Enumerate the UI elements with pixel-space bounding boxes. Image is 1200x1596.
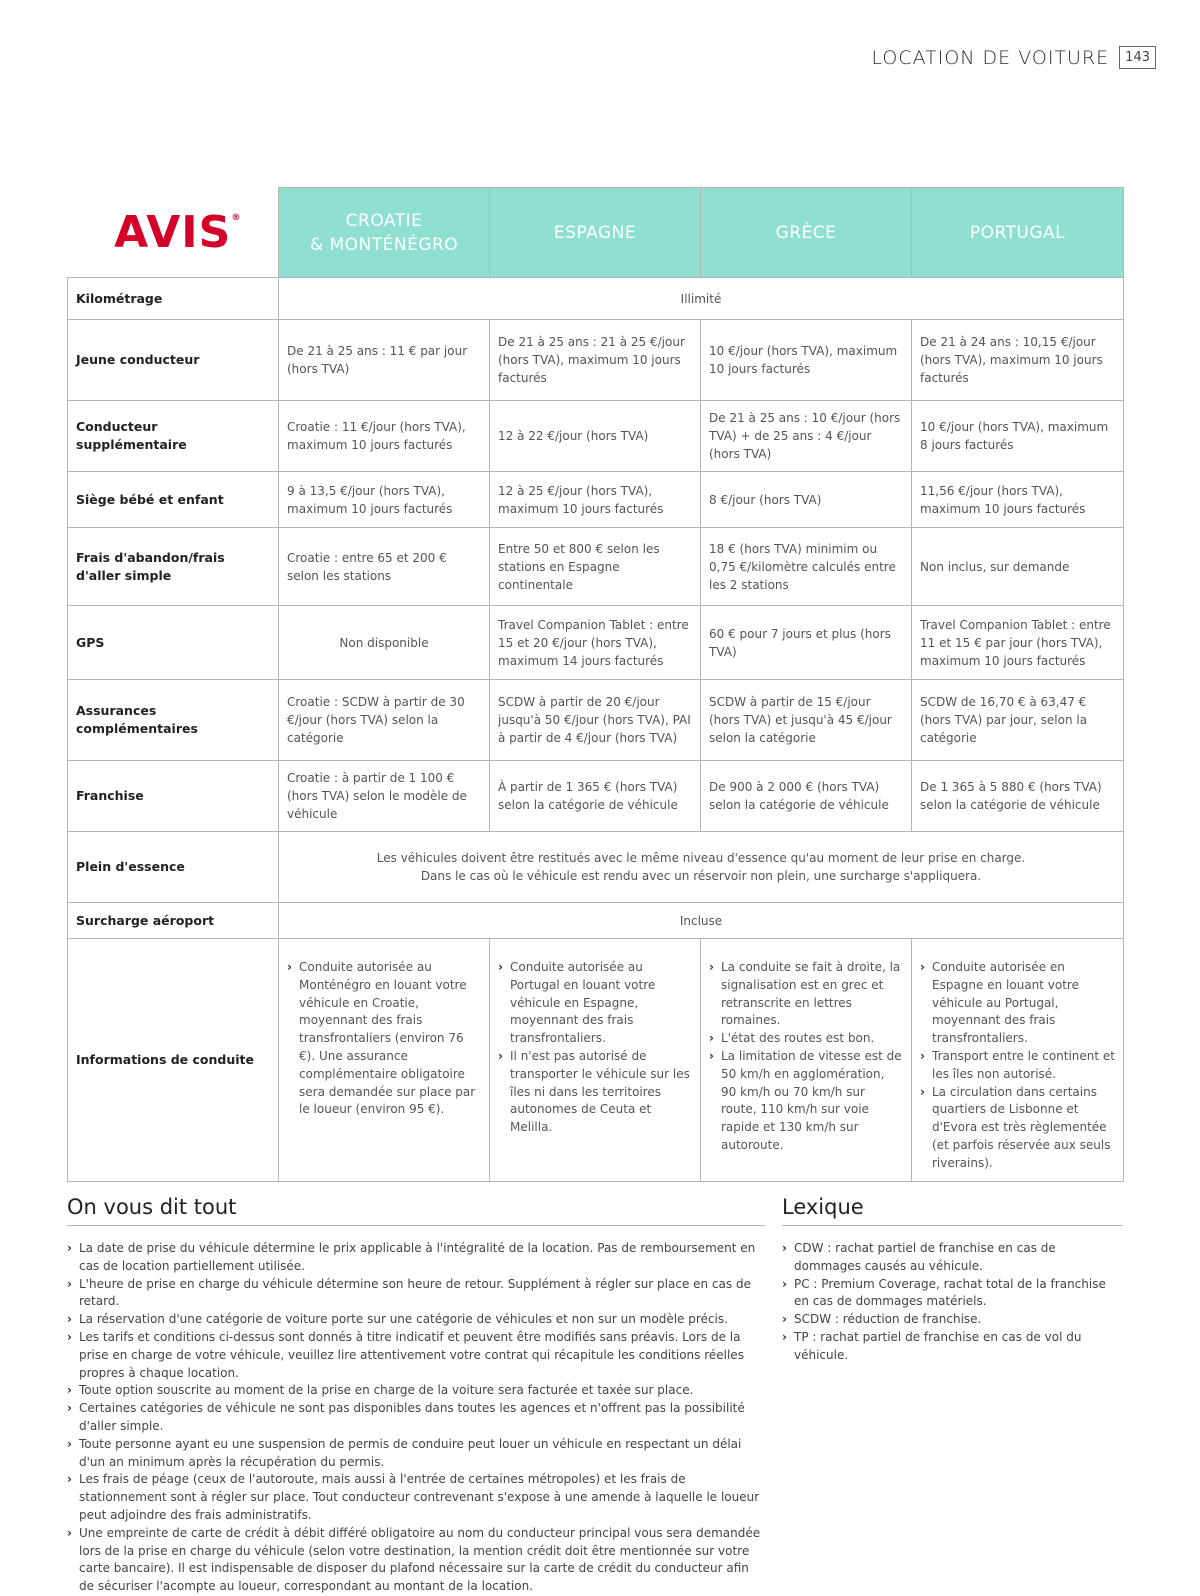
cell-portugal: Travel Companion Tablet : entre 11 et 15 € par jour (hors TVA), maximum 10 jours facturés [912,606,1124,680]
section-title: LOCATION DE VOITURE [871,46,1110,69]
cell-portugal [912,939,1124,1182]
cell-greece: De 21 à 25 ans : 10 €/jour (hors TVA) + de 25 ans : 4 €/jour (hors TVA) [701,401,912,472]
row-value: Incluse [279,903,1124,939]
list-item: › Transport entre le continent et les îles non autorisé. [920,1048,1115,1084]
cell-croatia: Croatie : SCDW à partir de 30 €/jour (hors TVA) selon la catégorie [279,680,490,761]
bullet-list [498,959,692,1137]
cell-spain: 12 à 22 €/jour (hors TVA) [490,401,701,472]
cell-greece [701,939,912,1182]
cell-croatia: De 21 à 25 ans : 11 € par jour (hors TVA) [279,320,490,401]
cell-portugal: Non inclus, sur demande [912,528,1124,606]
list-item: › Conduite autorisée en Espagne en louant votre véhicule au Portugal, moyennant des frais transfrontaliers. [920,959,1115,1048]
row-label: Assurances complémentaires [68,680,279,761]
cell-greece: SCDW à partir de 15 €/jour (hors TVA) et jusqu'à 45 €/jour selon la catégorie [701,680,912,761]
cell-spain: De 21 à 25 ans : 21 à 25 €/jour (hors TVA), maximum 10 jours facturés [490,320,701,401]
bullet-list [920,959,1115,1173]
list-item: › Conduite autorisée au Portugal en louant votre véhicule en Espagne, moyennant des frais transfrontaliers. [498,959,692,1048]
bullet-list [709,959,903,1155]
info-section [67,1195,765,1596]
avis-logo: AVIS ® [114,206,242,258]
country-header-spain: ESPAGNE [490,188,701,278]
cell-spain: SCDW à partir de 20 €/jour jusqu'à 50 €/jour (hors TVA), PAI à partir de 4 €/jour (hors TVA) [490,680,701,761]
row-surcharge-aeroport [68,903,1124,939]
row-informations-conduite [68,939,1124,1182]
row-label: Surcharge aéroport [68,903,279,939]
cell-croatia: Croatie : à partir de 1 100 € (hors TVA) selon le modèle de véhicule [279,761,490,832]
cell-greece: De 900 à 2 000 € (hors TVA) selon la catégorie de véhicule [701,761,912,832]
page-number: 143 [1119,46,1156,69]
info-list [67,1240,765,1596]
list-item: › La conduite se fait à droite, la signalisation est en grec et retranscrite en lettres romaines. [709,959,903,1030]
row-kilometrage [68,278,1124,320]
list-item: › SCDW : réduction de franchise. [782,1311,1123,1329]
list-item: › Il n'est pas autorisé de transporter le véhicule sur les îles ni dans les territoires autonomes de Ceuta et Melilla. [498,1048,692,1137]
row-conducteur-supplementaire [68,401,1124,472]
lexique-title: Lexique [782,1195,1123,1226]
lexique-list [782,1240,1123,1365]
list-item: › La limitation de vitesse est de 50 km/h en agglomération, 90 km/h ou 70 km/h sur route, 110 km/h sur voie rapide et 130 km/h sur autoroute. [709,1048,903,1155]
row-value: Illimité [279,278,1124,320]
cell-spain: Travel Companion Tablet : entre 15 et 20 €/jour (hors TVA), maximum 14 jours facturés [490,606,701,680]
cell-greece: 18 € (hors TVA) minimim ou 0,75 €/kilomètre calculés entre les 2 stations [701,528,912,606]
cell-croatia: Croatie : 11 €/jour (hors TVA), maximum 10 jours facturés [279,401,490,472]
cell-portugal: De 1 365 à 5 880 € (hors TVA) selon la catégorie de véhicule [912,761,1124,832]
cell-portugal: 11,56 €/jour (hors TVA), maximum 10 jours facturés [912,472,1124,528]
row-jeune-conducteur [68,320,1124,401]
row-gps [68,606,1124,680]
row-plein-essence [68,832,1124,903]
row-label: Jeune conducteur [68,320,279,401]
list-item: › Toute personne ayant eu une suspension de permis de conduire peut louer un véhicule en respectant un délai d'un an minimum après la récupération du permis. [67,1436,765,1472]
list-item: › Les tarifs et conditions ci-dessus sont donnés à titre indicatif et peuvent être modifiés sans préavis. Lors de la prise en charge de votre véhicule, veuillez lire attentivement votre contrat qui récapitule les conditions réelles propres à chaque location. [67,1329,765,1382]
row-label: Informations de conduite [68,939,279,1182]
cell-spain [490,939,701,1182]
cell-portugal: SCDW de 16,70 € à 63,47 € (hors TVA) par jour, selon la catégorie [912,680,1124,761]
cell-greece: 60 € pour 7 jours et plus (hors TVA) [701,606,912,680]
info-title: On vous dit tout [67,1195,765,1226]
cell-greece: 10 €/jour (hors TVA), maximum 10 jours facturés [701,320,912,401]
list-item: › Certaines catégories de véhicule ne sont pas disponibles dans toutes les agences et n'offrent pas la possibilité d'aller simple. [67,1400,765,1436]
cell-spain: Entre 50 et 800 € selon les stations en Espagne continentale [490,528,701,606]
row-frais-abandon [68,528,1124,606]
cell-spain: 12 à 25 €/jour (hors TVA), maximum 10 jours facturés [490,472,701,528]
row-label: Plein d'essence [68,832,279,903]
page-header [871,46,1156,69]
list-item: › Une empreinte de carte de crédit à débit différé obligatoire au nom du conducteur principal vous sera demandée lors de la prise en charge du véhicule (selon votre destination, la mention crédit doit être mentionnée sur votre carte bancaire). Il est indispensable de disposer du plafond nécessaire sur la carte de crédit du conducteur afin de sécuriser l'acompte au loueur, correspondant au montant de la location. [67,1525,765,1596]
cell-portugal: 10 €/jour (hors TVA), maximum 8 jours facturés [912,401,1124,472]
list-item: › La réservation d'une catégorie de voiture porte sur une catégorie de véhicules et non sur un modèle précis. [67,1311,765,1329]
cell-croatia: 9 à 13,5 €/jour (hors TVA), maximum 10 jours facturés [279,472,490,528]
country-header-greece: GRÈCE [701,188,912,278]
cell-greece: 8 €/jour (hors TVA) [701,472,912,528]
list-item: › La circulation dans certains quartiers de Lisbonne et d'Evora est très règlementée (et parfois réservée aux seuls riverains). [920,1084,1115,1173]
country-header-croatia: CROATIE & MONTÉNÉGRO [279,188,490,278]
country-header-portugal: PORTUGAL [912,188,1124,278]
lexique-section [782,1195,1123,1365]
list-item: › Conduite autorisée au Monténégro en louant votre véhicule en Croatie, moyennant des frais transfrontaliers (environ 76 €). Une assurance complémentaire obligatoire sera demandée sur place par le loueur (environ 95 €). [287,959,481,1119]
row-value: Les véhicules doivent être restitués avec le même niveau d'essence qu'au moment de leur prise en charge. Dans le cas où le véhicule est rendu avec un réservoir non plein, une surcharge s'appliquera. [279,832,1124,903]
list-item: › L'heure de prise en charge du véhicule détermine son heure de retour. Supplément à régler sur place en cas de retard. [67,1276,765,1312]
row-assurances [68,680,1124,761]
list-item: › CDW : rachat partiel de franchise en cas de dommages causés au véhicule. [782,1240,1123,1276]
list-item: › Toute option souscrite au moment de la prise en charge de la voiture sera facturée et taxée sur place. [67,1382,765,1400]
row-label: GPS [68,606,279,680]
cell-croatia: Croatie : entre 65 et 200 € selon les stations [279,528,490,606]
cell-portugal: De 21 à 24 ans : 10,15 €/jour (hors TVA), maximum 10 jours facturés [912,320,1124,401]
list-item: › L'état des routes est bon. [709,1030,903,1048]
list-item: › La date de prise du véhicule détermine le prix applicable à l'intégralité de la location. Pas de remboursement en cas de location partiellement utilisée. [67,1240,765,1276]
rental-comparison-table [67,187,1124,1182]
list-item: › PC : Premium Coverage, rachat total de la franchise en cas de dommages matériels. [782,1276,1123,1312]
row-label: Conducteur supplémentaire [68,401,279,472]
row-siege-bebe [68,472,1124,528]
row-franchise [68,761,1124,832]
row-label: Franchise [68,761,279,832]
list-item: › Les frais de péage (ceux de l'autoroute, mais aussi à l'entrée de certaines métropoles) et les frais de stationnement sont à régler sur place. Tout conducteur contrevenant s'expose à une amende à laquelle le loueur peut adjoindre des frais administratifs. [67,1471,765,1524]
cell-spain: À partir de 1 365 € (hors TVA) selon la catégorie de véhicule [490,761,701,832]
cell-croatia [279,939,490,1182]
list-item: › TP : rachat partiel de franchise en cas de vol du véhicule. [782,1329,1123,1365]
bullet-list [287,959,481,1119]
row-label: Kilométrage [68,278,279,320]
brand-logo-cell [68,188,279,278]
cell-croatia: Non disponible [279,606,490,680]
row-label: Siège bébé et enfant [68,472,279,528]
row-label: Frais d'abandon/frais d'aller simple [68,528,279,606]
